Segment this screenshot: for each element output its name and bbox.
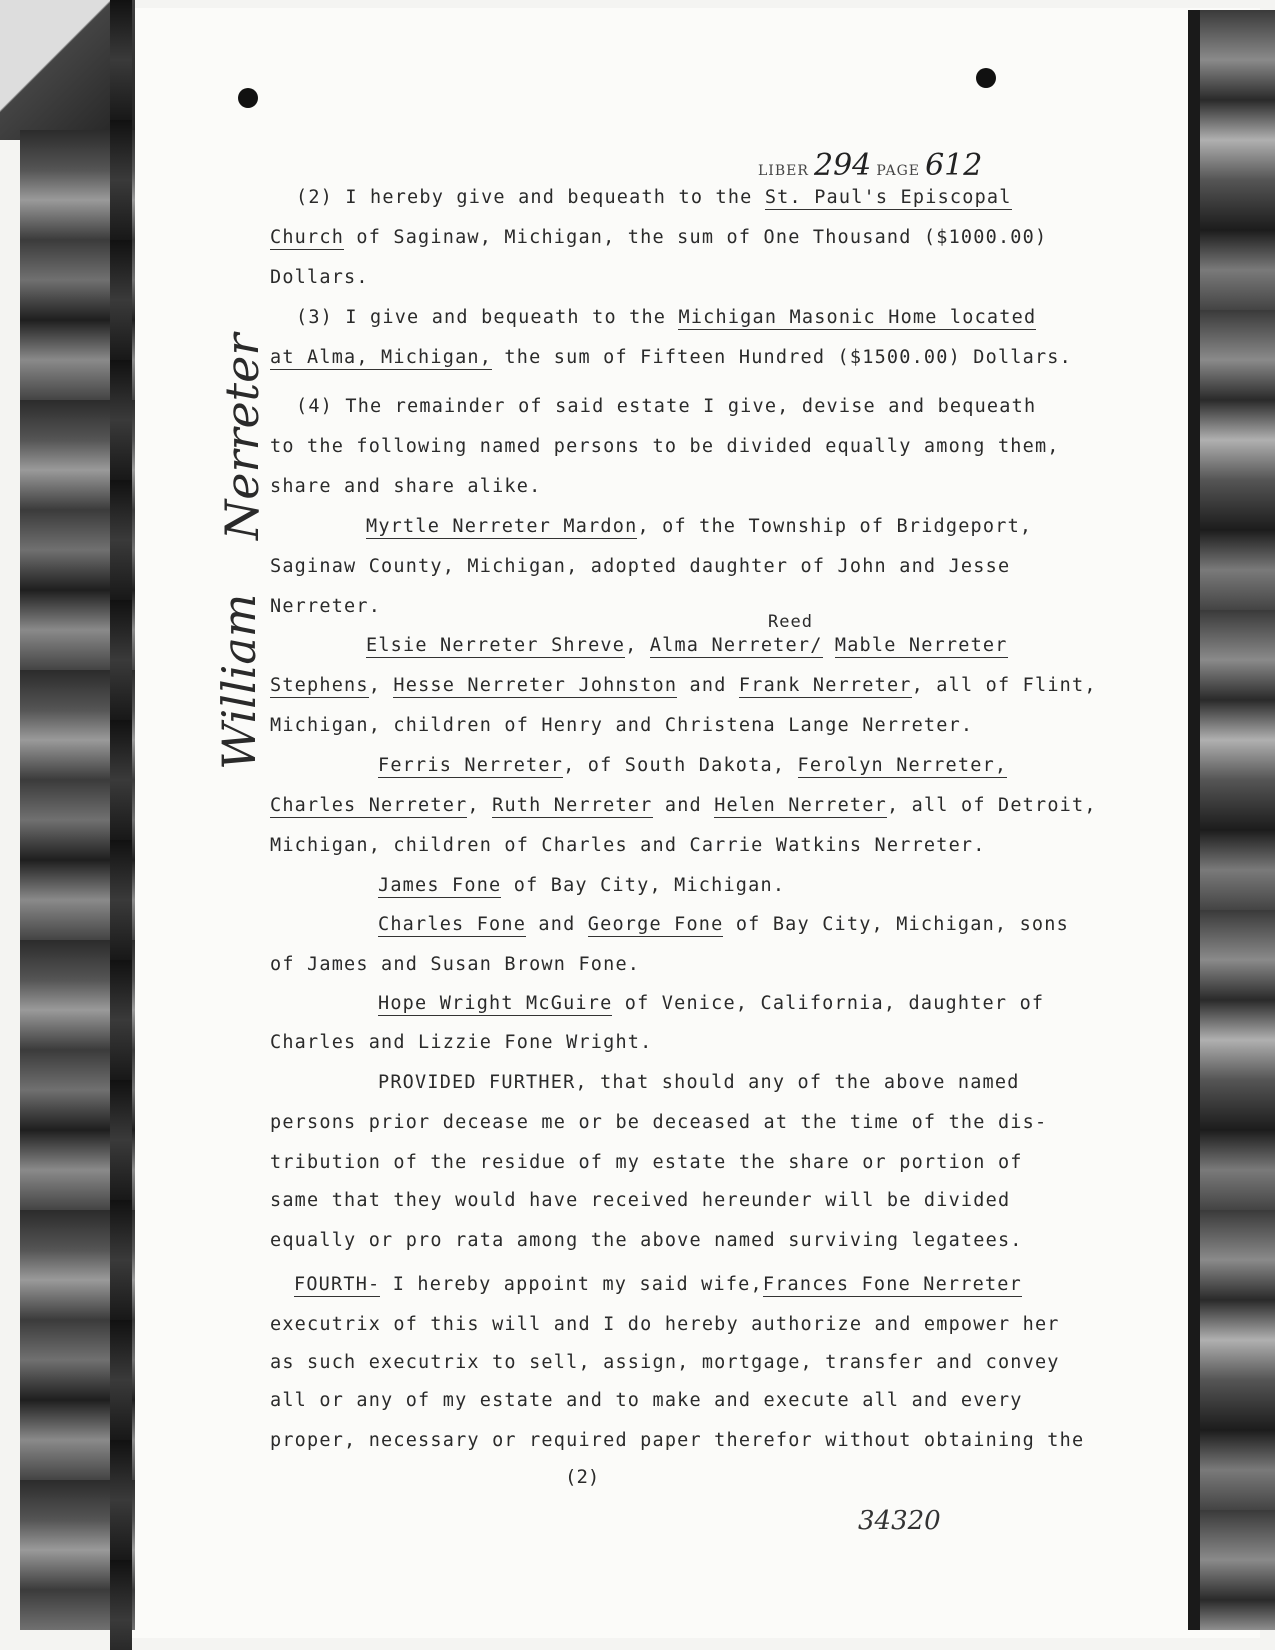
right-film-edge: [1188, 10, 1200, 1630]
line-23: PROVIDED FURTHER, that should any of the above named: [378, 1072, 1020, 1093]
margin-signature-first: William: [212, 593, 266, 770]
punch-hole-left: [238, 88, 258, 108]
line-19: Charles Fone and George Fone of Bay City, Michigan, sons: [378, 914, 1069, 935]
liber-page-stamp: [758, 148, 982, 183]
line-22: Charles and Lizzie Fone Wright.: [270, 1032, 653, 1053]
line-14: Michigan, children of Henry and Christena Lange Nerreter.: [270, 715, 974, 736]
line-28: FOURTH- I hereby appoint my said wife,Frances Fone Nerreter: [294, 1274, 1022, 1295]
line-24: persons prior decease me or be deceased at the time of the dis-: [270, 1112, 1048, 1133]
line-3: Dollars.: [270, 267, 369, 288]
line-5: at Alma, Michigan, the sum of Fifteen Hundred ($1500.00) Dollars.: [270, 347, 1072, 368]
line-29: executrix of this will and I do hereby authorize and empower her: [270, 1314, 1060, 1335]
margin-signature-last: Nerreter: [215, 333, 269, 540]
line-7: to the following named persons to be divided equally among them,: [270, 436, 1060, 457]
line-9: Myrtle Nerreter Mardon, of the Township of Bridgeport,: [366, 516, 1033, 537]
right-film-strip: [1188, 10, 1275, 1630]
line-16: Charles Nerreter, Ruth Nerreter and Helen Nerreter, all of Detroit,: [270, 795, 1097, 816]
document-number: 34320: [858, 1506, 941, 1536]
line-32: proper, necessary or required paper therefor without obtaining the: [270, 1430, 1085, 1451]
line-26: same that they would have received hereunder will be divided: [270, 1190, 1011, 1211]
line-17: Michigan, children of Charles and Carrie Watkins Nerreter.: [270, 835, 986, 856]
line-12: Elsie Nerreter Shreve, Alma Nerreter/ Mable Nerreter: [366, 635, 1008, 656]
line-25: tribution of the residue of my estate the share or portion of: [270, 1152, 1023, 1173]
inserted-name-reed: Reed: [768, 612, 813, 632]
page-number: 612: [925, 148, 983, 183]
line-8: share and share alike.: [270, 476, 542, 497]
line-27: equally or pro rata among the above named surviving legatees.: [270, 1230, 1023, 1251]
page-marker: (2): [565, 1466, 600, 1488]
line-18: James Fone of Bay City, Michigan.: [378, 875, 786, 896]
liber-number: 294: [813, 148, 872, 183]
line-11: Nerreter.: [270, 596, 382, 617]
line-21: Hope Wright McGuire of Venice, California, daughter of: [378, 993, 1045, 1014]
left-film-edge: [110, 0, 132, 1650]
line-4: (3) I give and bequeath to the Michigan Masonic Home located: [296, 307, 1037, 328]
line-13: Stephens, Hesse Nerreter Johnston and Frank Nerreter, all of Flint,: [270, 675, 1097, 696]
line-31: all or any of my estate and to make and execute all and every: [270, 1390, 1023, 1411]
line-10: Saginaw County, Michigan, adopted daughter of John and Jesse: [270, 556, 1011, 577]
line-1: (2) I hereby give and bequeath to the St. Paul's Episcopal: [296, 187, 1012, 208]
line-30: as such executrix to sell, assign, mortgage, transfer and convey: [270, 1352, 1060, 1373]
liber-label: LIBER: [758, 163, 809, 179]
line-15: Ferris Nerreter, of South Dakota, Ferolyn Nerreter,: [378, 755, 1008, 776]
line-2: Church of Saginaw, Michigan, the sum of One Thousand ($1000.00): [270, 227, 1048, 248]
punch-hole-right: [976, 68, 996, 88]
line-20: of James and Susan Brown Fone.: [270, 954, 641, 975]
line-6: (4) The remainder of said estate I give, devise and bequeath: [296, 396, 1037, 417]
page-label: PAGE: [876, 163, 920, 179]
